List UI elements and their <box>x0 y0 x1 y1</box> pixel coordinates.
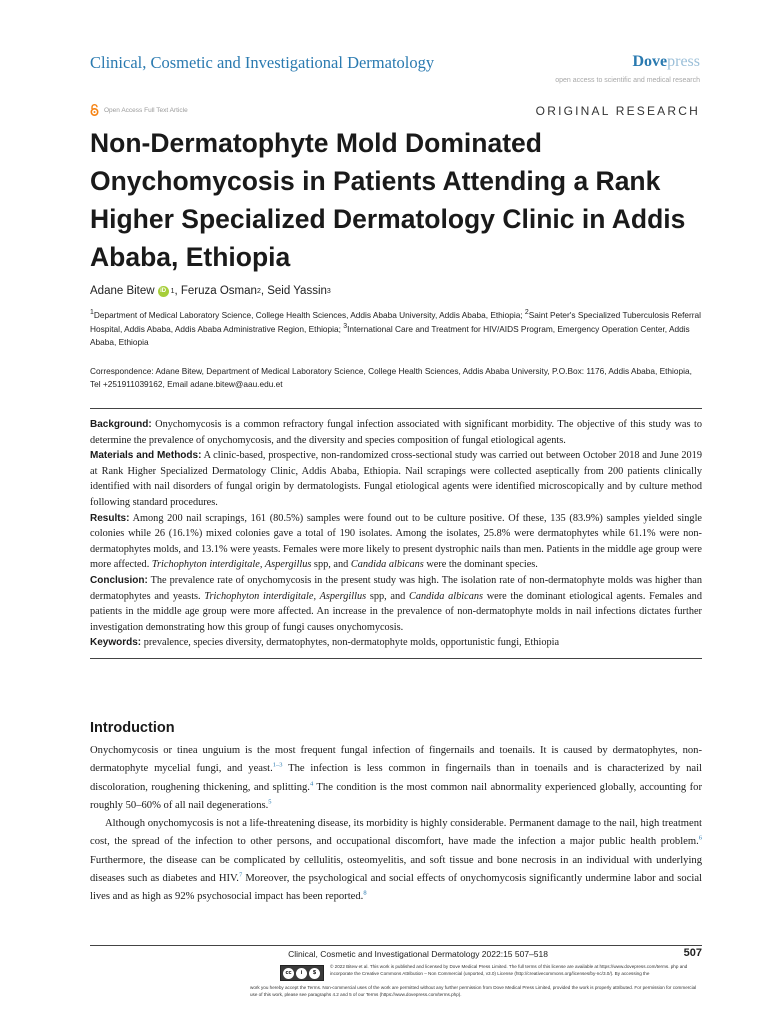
affiliation-1: Department of Medical Laboratory Science, College Health Sciences, Addis Ababa University, Addis Ababa, Ethiopia; <box>93 309 525 320</box>
publisher-light: press <box>667 53 700 70</box>
introduction-body <box>90 742 702 907</box>
journal-title: Clinical, Cosmetic and Investigational Dermatology <box>90 53 435 72</box>
author-name[interactable]: Adane Bitew <box>90 285 155 297</box>
non-commercial-icon: $ <box>309 968 320 979</box>
affiliation-2: Saint Peter's Specialized Tuberculosis Referral Hospital, Addis Ababa, Addis Ababa Administrative Region, Ethiopia; <box>90 309 701 335</box>
intro-paragraph: Onychomycosis or tinea unguium is the most frequent fungal infection of fingernails and toenails. It is caused by dermatophytes, non-dermatophyte mycelial fungi, and yeast.$^{1-3}$ The infection is less common in fingernails than in toenails and is characterized by nail discoloration, roughening thickening, and splitting.$^4$ The condition is the most common nail abnormality experienced globally, accounting for roughly 50–60% of all nail degenerations.$^5$ <box>90 745 702 811</box>
affiliation-number: 3 <box>343 323 348 331</box>
author-name[interactable]: Seid Yassin <box>267 285 327 297</box>
publisher-bold: Dove <box>632 53 668 70</box>
species-name: Trichophyton interdigitale, Aspergillus <box>151 559 312 571</box>
reference-link[interactable]: 1–3 <box>272 761 283 769</box>
reference-link[interactable]: 6 <box>698 834 702 842</box>
correspondence: Correspondence: Adane Bitew, Department of Medical Laboratory Science, College Health Sciences, Addis Ababa University, P.O.Box: 1176, Addis Ababa, Ethiopia, Tel +251911039162, Email adane.bitew@aau.edu.et <box>90 366 692 389</box>
creative-commons-badge[interactable] <box>280 965 324 981</box>
affiliation-number: 2 <box>524 309 529 316</box>
attribution-icon: i <box>296 968 307 979</box>
license-text-continued: work you hereby accept the Terms. Non-commercial uses of the work are permitted without any further permission from Dove Medical Press Limited, provided the work is properly attributed. For permission for commercial use of this work, please see paragraphs 4.2 and 5 of our Terms (https://www.dovepress.com/terms.php). <box>250 985 697 997</box>
species-name: Candida albicans <box>350 559 424 571</box>
author-affiliation-ref: 2 <box>256 287 261 295</box>
author-affiliation-ref: 3 <box>326 287 331 295</box>
open-access-row <box>90 104 188 116</box>
abstract-keywords: Keywords: prevalence, species diversity, dermatophytes, non-dermatophyte molds, opportunistic fungi, Ethiopia <box>90 637 560 649</box>
conclusion-label: Conclusion: <box>90 574 148 586</box>
author-name[interactable]: Feruza Osman <box>180 285 257 297</box>
license-text: © 2022 Bitew et al. This work is published and licensed by Dove Medical Press Limited. The full terms of this license are available at https://www.dovepress.com/terms. php and incorporate the Creative Commons Attribution – Non Commercial (unported, v3.0) License (http://creativecommons.org/licenses/by-nc/3.0/). By accessing the <box>330 964 688 976</box>
abstract-background: Background: Onychomycosis is a common refractory fungal infection associated with significant morbidity. The objective of this study was to determine the prevalence of onychomycosis, and the diversity and species composition of fungal etiological agents. <box>90 419 702 446</box>
abstract-results: Results: Among 200 nail scrapings, 161 (80.5%) samples were found out to be culture positive. Of these, 135 (83.9%) samples yielded single colonies while 26 (16.1%) mixed colonies gave a total of 190 isolates. Among the isolates, 25.8% were dermatophytes while 61.1% were non- dermatophytes molds, and 13.1% were yeasts. Females were more likely to present dystrophic nails than men. Patients in the middle age group were more affected. Trichophyton interdigitale, Aspergillus spp, and Candida albicans were the dominant species. <box>90 512 702 571</box>
orcid-icon[interactable]: iD <box>158 286 169 297</box>
reference-link[interactable]: 4 <box>309 780 314 788</box>
open-access-label: Open Access Full Text Article <box>104 106 188 114</box>
page-number: 507 <box>683 947 702 959</box>
author-affiliation-ref: 1 <box>170 287 175 295</box>
reference-link[interactable]: 7 <box>238 871 243 879</box>
results-label: Results: <box>90 512 130 524</box>
article-type: ORIGINAL RESEARCH <box>535 104 700 118</box>
cc-icon: cc <box>283 968 294 979</box>
methods-label: Materials and Methods: <box>90 450 202 462</box>
footer-citation: Clinical, Cosmetic and Investigational Dermatology 2022:15 507–518 <box>288 949 548 959</box>
affiliation-3: International Care and Treatment for HIV/AIDS Program, Emergency Operation Center, Addis Ababa, Ethiopia <box>90 324 690 347</box>
publisher-tagline: open access to scientific and medical research <box>555 77 700 84</box>
affiliation-number: 1 <box>90 309 94 316</box>
abstract-methods: Materials and Methods: A clinic-based, prospective, non-randomized cross-sectional study was carried out between October 2018 and June 2019 at Rank Higher Specialized Dermatology Clinic, Addis Ababa, Ethiopia. Nail scrapings were collected aseptically from 200 patients clinically identified with nail disorders of fungal origin by dermatologists. Fungal etiological agents were identified microscopically and by culture method following standard procedures. <box>90 450 702 508</box>
author-list: Adane Bitew iD 1 , Feruza Osman 2 , Seid Yassin 3 <box>90 285 331 297</box>
abstract-conclusion: Conclusion: The prevalence rate of onychomycosis in the present study was high. The isolation rate of non-dermatophyte molds was higher than dermatophytes and yeasts. Trichophyton interdigitale, Aspergillus spp, and Candida albicans were the dominant etiological agents. Females and patients in the middle age group were more affected. An increase in the prevalence of non-dermatophyte molds in nail infections dictates further investigation demonstrating how this group of fungi causes onychomycosis. <box>90 574 702 633</box>
keywords-label: Keywords: <box>90 637 142 649</box>
reference-link[interactable]: 8 <box>363 889 367 897</box>
open-access-icon <box>90 104 99 116</box>
intro-paragraph: Although onychomycosis is not a life-threatening disease, its morbidity is highly considerable. Permanent damage to the nail, high treatment cost, the spread of the infection to other persons, and occupational discomfort, have made the infection a major public health problem.$^6$ Furthermore, the disease can be complicated by cellulitis, osteomyelitis, and soft tissue and bone necrosis in an individual with underlying diseases such as diabetes and HIV.$^7$ Moreover, the psychological and social effects of onychomycosis significantly undermine labor and social lives and as high as 92% psychosocial impact has been reported.$^8$ <box>90 818 702 903</box>
footer-divider <box>90 945 702 946</box>
introduction-heading: Introduction <box>90 720 175 736</box>
species-name: Trichophyton interdigitale, Aspergillus <box>204 590 367 602</box>
species-name: Candida albicans <box>408 590 484 602</box>
abstract <box>90 408 702 659</box>
affiliations <box>90 307 702 348</box>
reference-link[interactable]: 5 <box>268 798 272 806</box>
article-title: Non-Dermatophyte Mold Dominated Onychomycosis in Patients Attending a Rank Higher Specialized Dermatology Clinic in Addis Ababa, Ethiopia <box>90 128 686 272</box>
publisher-logo <box>632 53 700 71</box>
background-label: Background: <box>90 419 152 430</box>
